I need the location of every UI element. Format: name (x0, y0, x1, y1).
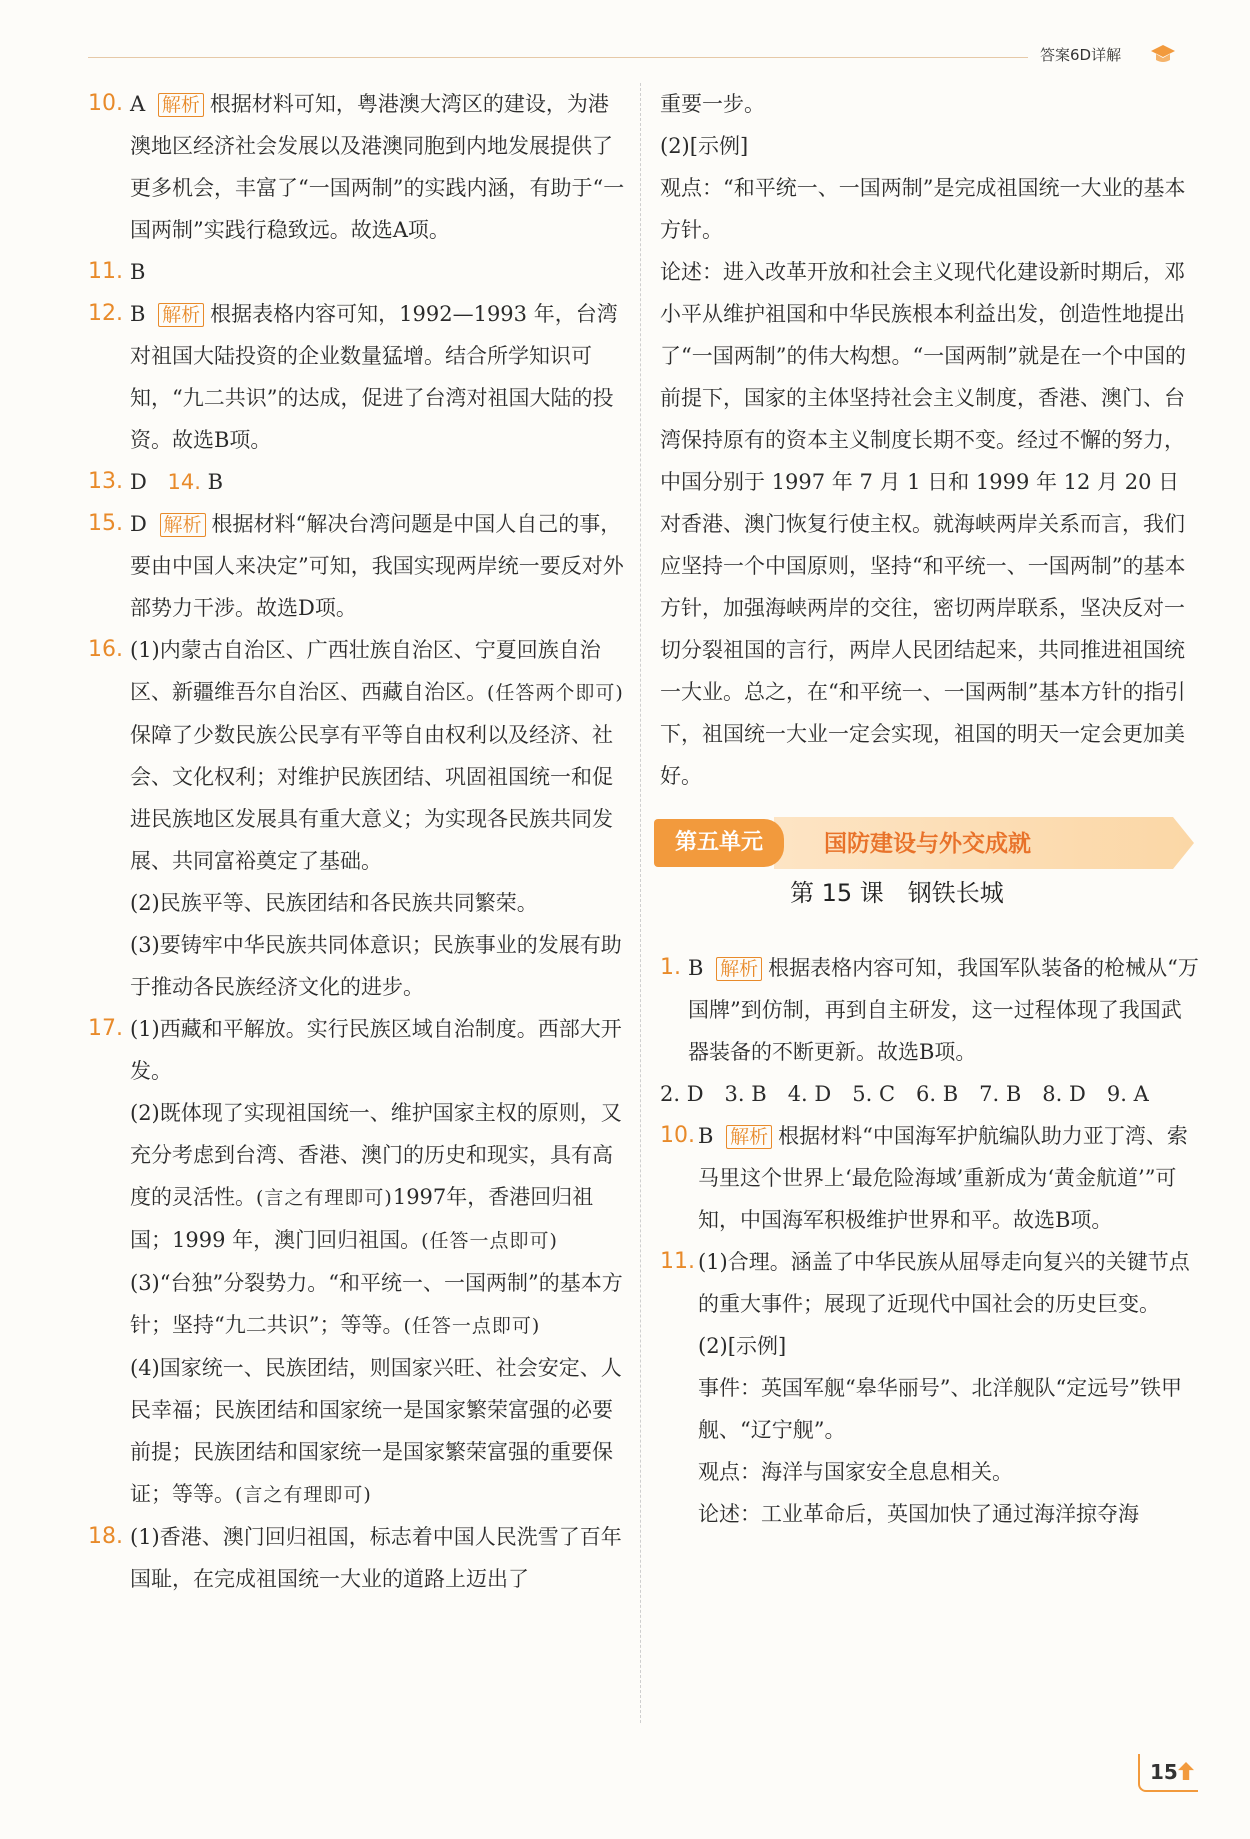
item-number: 10. (88, 91, 123, 116)
sub-answer-5: 论述：工业革命后，英国加快了通过海洋掠夺海 (698, 1502, 1139, 1526)
sub-text: (2)既体现了实现祖国统一、维护国家主权的原则，又充分考虑到台湾、香港、澳门的历史和现实，具有高度的灵活性。 (130, 1101, 622, 1209)
continued-text: 观点：“和平统一、一国两制”是完成祖国统一大业的基本方针。 (660, 176, 1186, 242)
item-number: 18. (88, 1524, 123, 1549)
analysis-tag: 解析 (716, 957, 762, 981)
sub-answer-4 (130, 1347, 628, 1516)
answer-item-18 (88, 1516, 628, 1600)
item-text: 根据材料“解决台湾问题是中国人自己的事，要由中国人来决定”可知，我国实现两岸统一要反对外部势力干涉。故选D项。 (130, 512, 624, 620)
answer-item-17 (88, 1008, 628, 1516)
sub-answer-1 (130, 629, 628, 882)
header-rule (88, 57, 1028, 58)
analysis-tag: 解析 (726, 1125, 772, 1149)
item-answer: B (688, 956, 704, 980)
continued-text: 论述：进入改革开放和社会主义现代化建设新时期后，邓小平从维护祖国和中华民族根本利益出发，创造性地提出了“一国两制”的伟大构想。“一国两制”就是在一个中国的前提下，国家的主体坚持社会主义制度，香港、澳门、台湾保持原有的资本主义制度长期不变。经过不懈的努力，中国分别于 1997 年 7 月 1 日和 1999 年 12 月 20 日对香港、澳门恢复行使主权。就海峡两岸关系而言，我们应坚持一个中国原则，坚持“和平统一、一国两制”的基本方针，加强海峡两岸的交往，密切两岸联系，坚决反对一切分裂祖国的言行，两岸人民团结起来，共同推进祖国统一大业。总之，在“和平统一、一国两制”基本方针的指引下，祖国统一大业一定会实现，祖国的明天一定会更加美好。 (660, 260, 1186, 788)
sub-answer-3: 事件：英国军舰“皋华丽号”、北洋舰队“定远号”铁甲舰、“辽宁舰”。 (698, 1376, 1182, 1442)
item-number: 10. (660, 1123, 695, 1148)
answer-item-11 (660, 1241, 1200, 1535)
sub-text: 保障了少数民族公民享有平等自由权利以及经济、社会、文化权利；对维护民族团结、巩固祖国统一和促进民族地区发展具有重大意义；为实现各民族共同发展、共同富裕奠定了基础。 (130, 723, 613, 873)
item-answer: A (130, 92, 146, 116)
sub-answer-1: (1)香港、澳门回归祖国，标志着中国人民洗雪了百年国耻，在完成祖国统一大业的道路上迈出了 (130, 1525, 622, 1591)
answer-item-10 (88, 83, 628, 251)
sub-answer-2 (130, 1092, 628, 1262)
left-column (88, 83, 628, 1600)
scoring-note: (言之有理即可) (256, 1187, 393, 1209)
analysis-tag: 解析 (158, 303, 204, 327)
sub-answer-4: 观点：海洋与国家安全息息相关。 (698, 1460, 1013, 1484)
sub-answer-1: (1)西藏和平解放。实行民族区域自治制度。西部大开发。 (130, 1017, 622, 1083)
header-title: 答案6D详解 (1040, 46, 1122, 64)
answer-item-16 (88, 629, 628, 1008)
analysis-tag: 解析 (158, 93, 204, 117)
analysis-tag: 解析 (160, 513, 206, 537)
page-number: 15 (1150, 1760, 1178, 1784)
answer-item-10 (660, 1115, 1200, 1241)
item-answer: B (130, 260, 146, 284)
sub-text: (4)国家统一、民族团结，则国家兴旺、社会安定、人民幸福；民族团结和国家统一是国家繁荣富强的必要前提；民族团结和国家统一是国家繁荣富强的重要保证；等等。 (130, 1356, 622, 1506)
answer-item-11 (88, 251, 628, 293)
item-text: 根据表格内容可知，1992—1993 年，台湾对祖国大陆投资的企业数量猛增。结合所学知识可知，“九二共识”的达成，促进了台湾对祖国大陆的投资。故选B项。 (130, 302, 618, 452)
item-number: 15. (88, 511, 123, 536)
sub-text: (3)“台独”分裂势力。“和平统一、一国两制”的基本方针；坚持“九二共识”；等等。 (130, 1271, 623, 1337)
unit-title: 国防建设与外交成就 (824, 831, 1031, 857)
item-number: 17. (88, 1016, 123, 1041)
sub-answer-1: (1)合理。涵盖了中华民族从屈辱走向复兴的关键节点的重大事件；展现了近现代中国社会的历史巨变。 (698, 1250, 1190, 1316)
lesson-heading (660, 879, 1200, 947)
sub-text: (1)内蒙古自治区、广西壮族自治区、宁夏回族自治区、新疆维吾尔自治区、西藏自治区。 (130, 638, 601, 704)
column-divider (640, 83, 641, 1723)
lesson-title: 第 15 课 钢铁长城 (790, 879, 1004, 907)
item-number: 13. (88, 469, 123, 494)
item-number: 12. (88, 301, 123, 326)
item-number: 14. (167, 470, 201, 494)
sub-answer-2: (2)民族平等、民族团结和各民族共同繁荣。 (130, 891, 538, 915)
answer-items-2-9 (660, 1073, 1200, 1115)
scoring-note: (任答两个即可) (487, 682, 624, 704)
item-text: 根据材料“中国海军护航编队助力亚丁湾、索马里这个世界上‘最危险海域’重新成为‘黄金航道’”可知，中国海军积极维护世界和平。故选B项。 (698, 1124, 1188, 1232)
scoring-note: (言之有理即可) (235, 1484, 372, 1506)
answer-item-15 (88, 503, 628, 629)
item-number: 11. (660, 1249, 695, 1274)
sub-answer-3 (130, 1262, 628, 1347)
continued-text: 重要一步。 (660, 92, 765, 116)
sub-text: 1997年，香港回归祖国；1999 年，澳门回归祖国。 (130, 1185, 594, 1252)
item-answer: B (698, 1124, 714, 1148)
item-number: 11. (88, 259, 123, 284)
scoring-note: (任答一点即可) (403, 1315, 541, 1337)
right-column (660, 83, 1200, 1535)
item-number: 16. (88, 637, 123, 662)
item-answer: D (130, 470, 147, 494)
answer-item-1 (660, 947, 1200, 1073)
continued-text: (2)[示例] (660, 134, 749, 158)
unit-tag: 第五单元 (654, 819, 784, 867)
item-answer: B (207, 470, 224, 494)
answer-item-13-14 (88, 461, 628, 503)
item-answer: D (130, 512, 147, 536)
answer-item-12 (88, 293, 628, 461)
item-answer: B (130, 302, 146, 326)
graduation-cap-icon (1150, 42, 1176, 66)
item-text: 根据材料可知，粤港澳大湾区的建设，为港澳地区经济社会发展以及港澳同胞到内地发展提供了更多机会，丰富了“一国两制”的实践内涵，有助于“一国两制”实践行稳致远。故选A项。 (130, 92, 625, 242)
item-text: 根据表格内容可知，我国军队装备的枪械从“万国牌”到仿制，再到自主研发，这一过程体现了我国武器装备的不断更新。故选B项。 (688, 956, 1199, 1064)
scoring-note: (任答一点即可) (421, 1230, 558, 1252)
item-number: 1. (660, 955, 681, 980)
answer-list: 2. D 3. B 4. D 5. C 6. B 7. B 8. D 9. A (660, 1082, 1149, 1106)
sub-answer-3: (3)要铸牢中华民族共同体意识；民族事业的发展有助于推动各民族经济文化的进步。 (130, 933, 622, 999)
sub-answer-2: (2)[示例] (698, 1334, 787, 1358)
